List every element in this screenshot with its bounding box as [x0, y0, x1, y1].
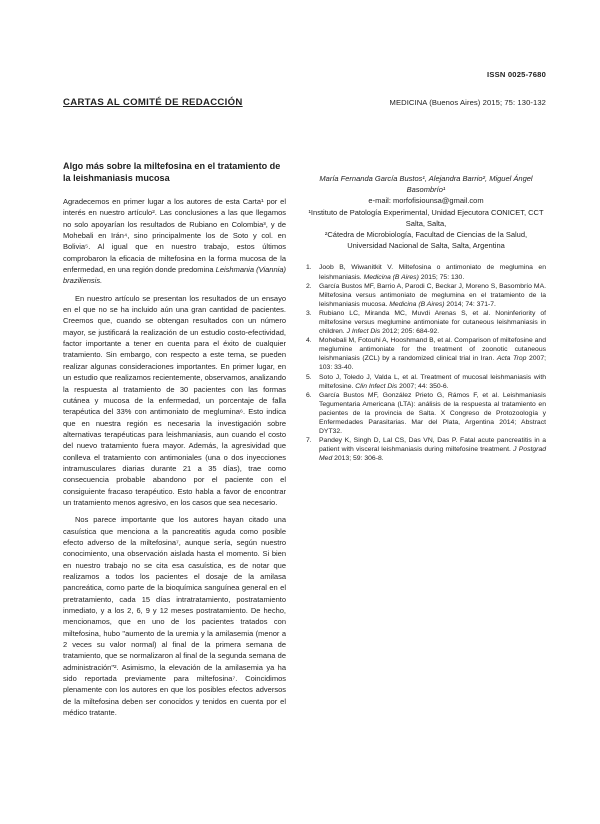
species-name: Leishmania (Viannia) braziliensis. [63, 265, 286, 286]
reference-item: 2. García Bustos MF, Barrio A, Parodi C, Beckar J, Moreno S, Basombrío MA. Miltefosina versus antimoniato de meglumina en el tratamiento de la leishmaniasis mucosa. Medicina (B Aires) 2014; 74: 371-7. [306, 282, 546, 308]
author-names: María Fernanda García Bustos¹, Alejandra Barrio², Miguel Ángel Basombrío¹ [319, 174, 533, 195]
article-title: Algo más sobre la miltefosina en el tratamiento de la leishmaniasis mucosa [63, 161, 281, 183]
section-heading: CARTAS AL COMITÉ DE REDACCIÓN [63, 97, 243, 108]
reference-item: 1. Joob B, Wiwanitkit V. Miltefosina o antimoniato de meglumina en leishmaniasis. Medicina (B Aires) 2015; 75: 130. [306, 264, 546, 281]
affiliation-2: ²Cátedra de Microbiología, Facultad de Ciencias de la Salud, Universidad Nacional de Salta, Salta, Argentina [324, 230, 528, 251]
right-column [306, 161, 546, 463]
affiliation-1: ¹Instituto de Patología Experimental, Unidad Ejecutora CONICET, CCT Salta, Salta, [308, 207, 544, 228]
reference-item: 3. Rubiano LC, Miranda MC, Muvdi Arenas S, et al. Noninferiority of miltefosine versus meglumine antimoniate for cutaneous leishmaniasis in children. J Infect Dis 2012; 205: 684-92. [306, 309, 546, 336]
reference-list [306, 263, 546, 463]
author-block [306, 173, 546, 251]
reference-item: 4. Mohebali M, Fotouhi A, Hooshmand B, et al. Comparison of miltefosine and meglumine antimoniate for the treatment of zoonotic cutaneous leishmaniasis (ZCL) by a randomized clinical trial in Iran. Acta Trop 2007; 103: 33-40. [306, 337, 546, 372]
paragraph-2: En nuestro artículo se presentan los resultados de un ensayo en el que no se ha incluido aún una gran cantidad de pacientes. Creemos que, cuando se obtengan resultados con un número mayor, se justificará la realización de un estudio costo-efectividad, factor importante a tener en cuenta para el éxito de cualquier tratamiento. Sin embargo, con respecto a este tema, se pueden realizar algunas consideraciones importantes. En primer lugar, en un estudio que realizamos recientemente, observamos, analizando la respuesta al tratamiento de 30 pacientes con las formas cutánea y mucosa de la enfermedad, un porcentaje de falla terapéutica del 33% con antimoniato de meglumina⁶. Esto indica que en nuestra región es necesaria la investigación sobre alternativas terapéuticas para leishmaniasis, aun cuando el costo del nuevo tratamiento fuera mayor. Además, la agresividad que conlleva el tratamiento con antimoniales (una o dos inyecciones intramusculares diarias durante 21 a 35 días), trae como consecuencia probable abandono por el paciente con el consiguiente fracaso terapéutico. Esto habla a favor de encontrar un tratamiento menos agresivo, en los casos que sea necesario. [63, 293, 286, 507]
paragraph-1 [63, 196, 286, 287]
left-column [63, 161, 286, 718]
issn-label: ISSN 0025-7680 [487, 70, 546, 79]
reference-item: 6. García Bustos MF, González Prieto G, Rámos F, et al. Leishmaniasis Tegumentaria Americana (LTA): análisis de la respuesta al tratamiento en pacientes de la provincia de Salta. X Congreso de Protozoología y Enfermedades Parasitarias. Mar del Plata, Argentina 2014; Abstract DYT32. [306, 391, 546, 436]
paragraph-3: Nos parece importante que los autores hayan citado una casuística que menciona a la pancreatitis aguda como posible efecto adverso de la miltefosina⁷, aunque sería, según nuestro conocimiento, una observación aislada hasta el momento. Si bien en nuestro trabajo no se cita esa casuística, es de notar que realizamos a todos los pacientes el dosaje de la amilasa pancreática, como parte de la bioquímica sanguínea general en el pretratamiento, cada 15 días intratratamiento, postratamiento inmediato, y a los 2, 6, 9 y 12 meses postratamiento. De hecho, mencionamos, que en uno de los pacientes tratados con miltefosina, hubo "aumento de la uremia y la amilasemia (menor a 2 veces su valor normal) al final de la primera semana de tratamiento, que se normalizaron al final de la segunda semana de administración"². Asimismo, la elevación de la amilasemia ya ha sido reportada previamente para miltefosina⁷. Coincidimos plenamente con los autores en que los posibles efectos adversos de la miltefosina deben ser conocidos y tenidos en cuenta por el médico tratante. [63, 515, 286, 718]
reference-item: 7. Pandey K, Singh D, Lal CS, Das VN, Das P. Fatal acute pancreatitis in a patient with visceral leishmaniasis during miltefosine treatment. J Postgrad Med 2013; 59: 306-8. [306, 437, 547, 463]
author-email[interactable]: e-mail: morfofisiounsa@gmail.com [368, 196, 484, 206]
reference-item: 5. Soto J, Toledo J, Valda L, et al. Treatment of mucosal leishmaniasis with miltefosine. Clin Infect Dis 2007; 44: 350-6. [306, 373, 546, 390]
journal-citation: MEDICINA (Buenos Aires) 2015; 75: 130-132 [389, 98, 546, 107]
paragraph-1-text: Agradecemos en primer lugar a los autores de esta Carta¹ por el interés en nuestro artículo². Las conclusiones a las que llegamos no solo apoyarían los resultados de Rubiano en Colombia³, y de Mohebali en Irán⁴, sino principalmente los de Soto y col. en Bolivia⁵. Al igual que en nuestro trabajo, estos últimos comprobaron la eficacia de miltefosina en la forma mucosa de la enfermedad, en una región donde predomina [63, 197, 286, 275]
